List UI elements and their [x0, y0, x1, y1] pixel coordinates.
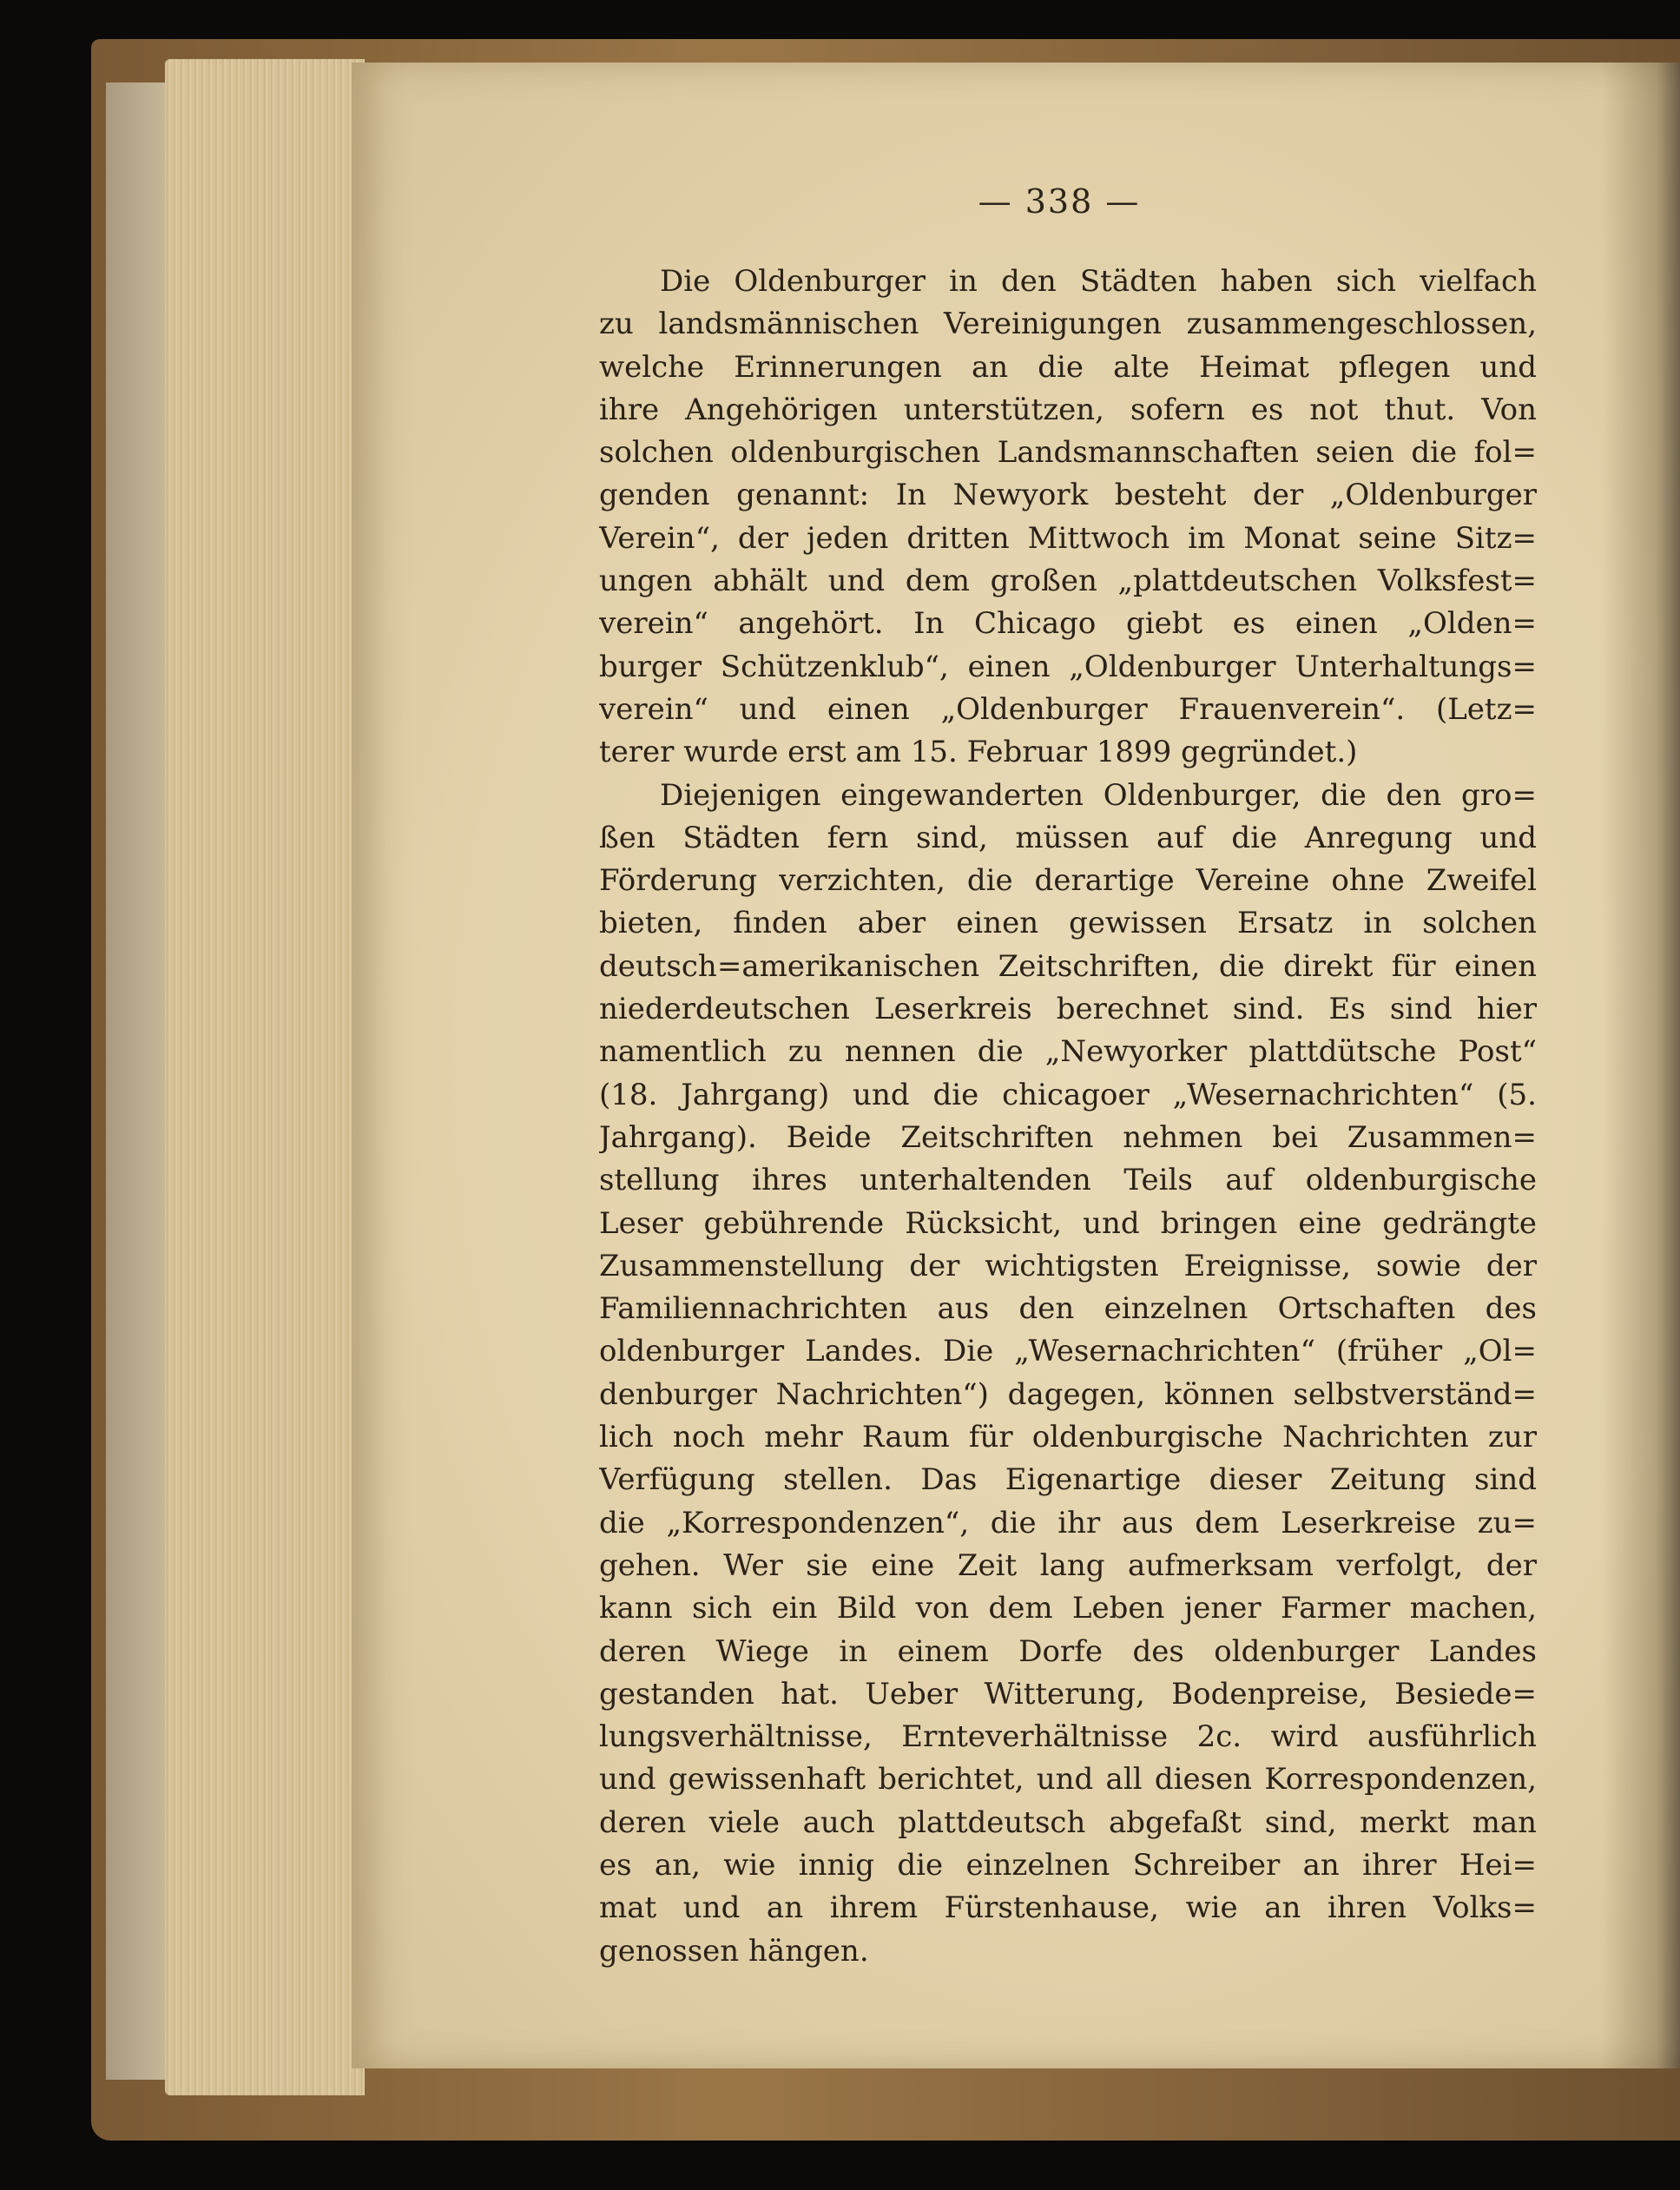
page-gutter — [1602, 63, 1680, 2068]
text-line: deren Wiege in einem Dorfe des oldenburger Landes — [599, 1633, 1537, 1669]
text-line: (18. Jahrgang) und die chicagoer „Wesernachrichten“ (5. — [599, 1077, 1537, 1112]
text-line: Familiennachrichten aus den einzelnen Ortschaften des — [599, 1291, 1537, 1327]
text-line: bieten, finden aber einen gewissen Ersatz in solchen — [599, 906, 1537, 941]
text-line: oldenburger Landes. Die „Wesernachrichten“ (früher „Ol= — [599, 1334, 1537, 1369]
text-line: stellung ihres unterhaltenden Teils auf oldenburgische — [599, 1163, 1537, 1198]
text-line: denburger Nachrichten“) dagegen, können selbstverständ= — [599, 1376, 1537, 1412]
text-line: genden genannt: In Newyork besteht der „Oldenburger — [599, 478, 1537, 513]
text-line: Jahrgang). Beide Zeitschriften nehmen bei Zusammen= — [599, 1119, 1537, 1155]
text-line: Zusammenstellung der wichtigsten Ereignisse, sowie der — [599, 1248, 1537, 1283]
text-line: Diejenigen eingewanderten Oldenburger, die den gro= — [660, 777, 1537, 813]
text-line: zu landsmännischen Vereinigungen zusammengeschlossen, — [599, 307, 1537, 342]
text-line: ihre Angehörigen unterstützen, sofern es not thut. Von — [599, 392, 1537, 427]
text-line: kann sich ein Bild von dem Leben jener Farmer machen, — [599, 1591, 1537, 1626]
text-line: deren viele auch plattdeutsch abgefaßt sind, merkt man — [599, 1804, 1537, 1840]
text-line: und gewissenhaft berichtet, und all diesen Korrespondenzen, — [599, 1762, 1537, 1798]
text-line: Verein“, der jeden dritten Mittwoch im Monat seine Sitz= — [599, 520, 1537, 556]
text-line: Verfügung stellen. Das Eigenartige dieser Zeitung sind — [599, 1462, 1537, 1498]
text-line: Die Oldenburger in den Städten haben sich vielfach — [660, 264, 1537, 299]
page-edges — [165, 59, 365, 2095]
text-line: Förderung verzichten, die derartige Vereine ohne Zweifel — [599, 863, 1537, 899]
page-number: — 338 — — [978, 182, 1141, 221]
text-line: verein“ und einen „Oldenburger Frauenverein“. (Letz= — [599, 691, 1537, 727]
text-line: deutsch=amerikanischen Zeitschriften, die direkt für einen — [599, 948, 1537, 984]
text-line: Leser gebührende Rücksicht, und bringen eine gedrängte — [599, 1205, 1537, 1241]
text-line: lungsverhältnisse, Ernteverhältnisse 2c. wird ausführlich — [599, 1719, 1537, 1755]
text-line: niederdeutschen Leserkreis berechnet sind. Es sind hier — [599, 992, 1537, 1027]
text-line: gehen. Wer sie eine Zeit lang aufmerksam verfolgt, der — [599, 1547, 1537, 1583]
body-text — [599, 261, 1537, 1973]
text-line: mat und an ihrem Fürstenhause, wie an ihren Volks= — [599, 1890, 1537, 1926]
text-line: lich noch mehr Raum für oldenburgische Nachrichten zur — [599, 1420, 1537, 1455]
text-line: solchen oldenburgischen Landsmannschaften seien die fol= — [599, 435, 1537, 471]
text-line: gestanden hat. Ueber Witterung, Bodenpreise, Besiede= — [599, 1676, 1537, 1712]
text-line: welche Erinnerungen an die alte Heimat pflegen und — [599, 349, 1537, 385]
text-line: burger Schützenklub“, einen „Oldenburger Unterhaltungs= — [599, 649, 1537, 684]
text-line: terer wurde erst am 15. Februar 1899 gegründet.) — [599, 735, 1358, 770]
text-line: ungen abhält und dem großen „plattdeutschen Volksfest= — [599, 564, 1537, 599]
text-line: genossen hängen. — [599, 1933, 869, 1969]
text-line: die „Korrespondenzen“, die ihr aus dem Leserkreise zu= — [599, 1505, 1537, 1540]
text-line: namentlich zu nennen die „Newyorker plattdütsche Post“ — [599, 1034, 1537, 1070]
text-line: verein“ angehört. In Chicago giebt es einen „Olden= — [599, 606, 1537, 642]
text-line: ßen Städten fern sind, müssen auf die Anregung und — [599, 820, 1537, 855]
text-line: es an, wie innig die einzelnen Schreiber an ihrer Hei= — [599, 1847, 1537, 1883]
